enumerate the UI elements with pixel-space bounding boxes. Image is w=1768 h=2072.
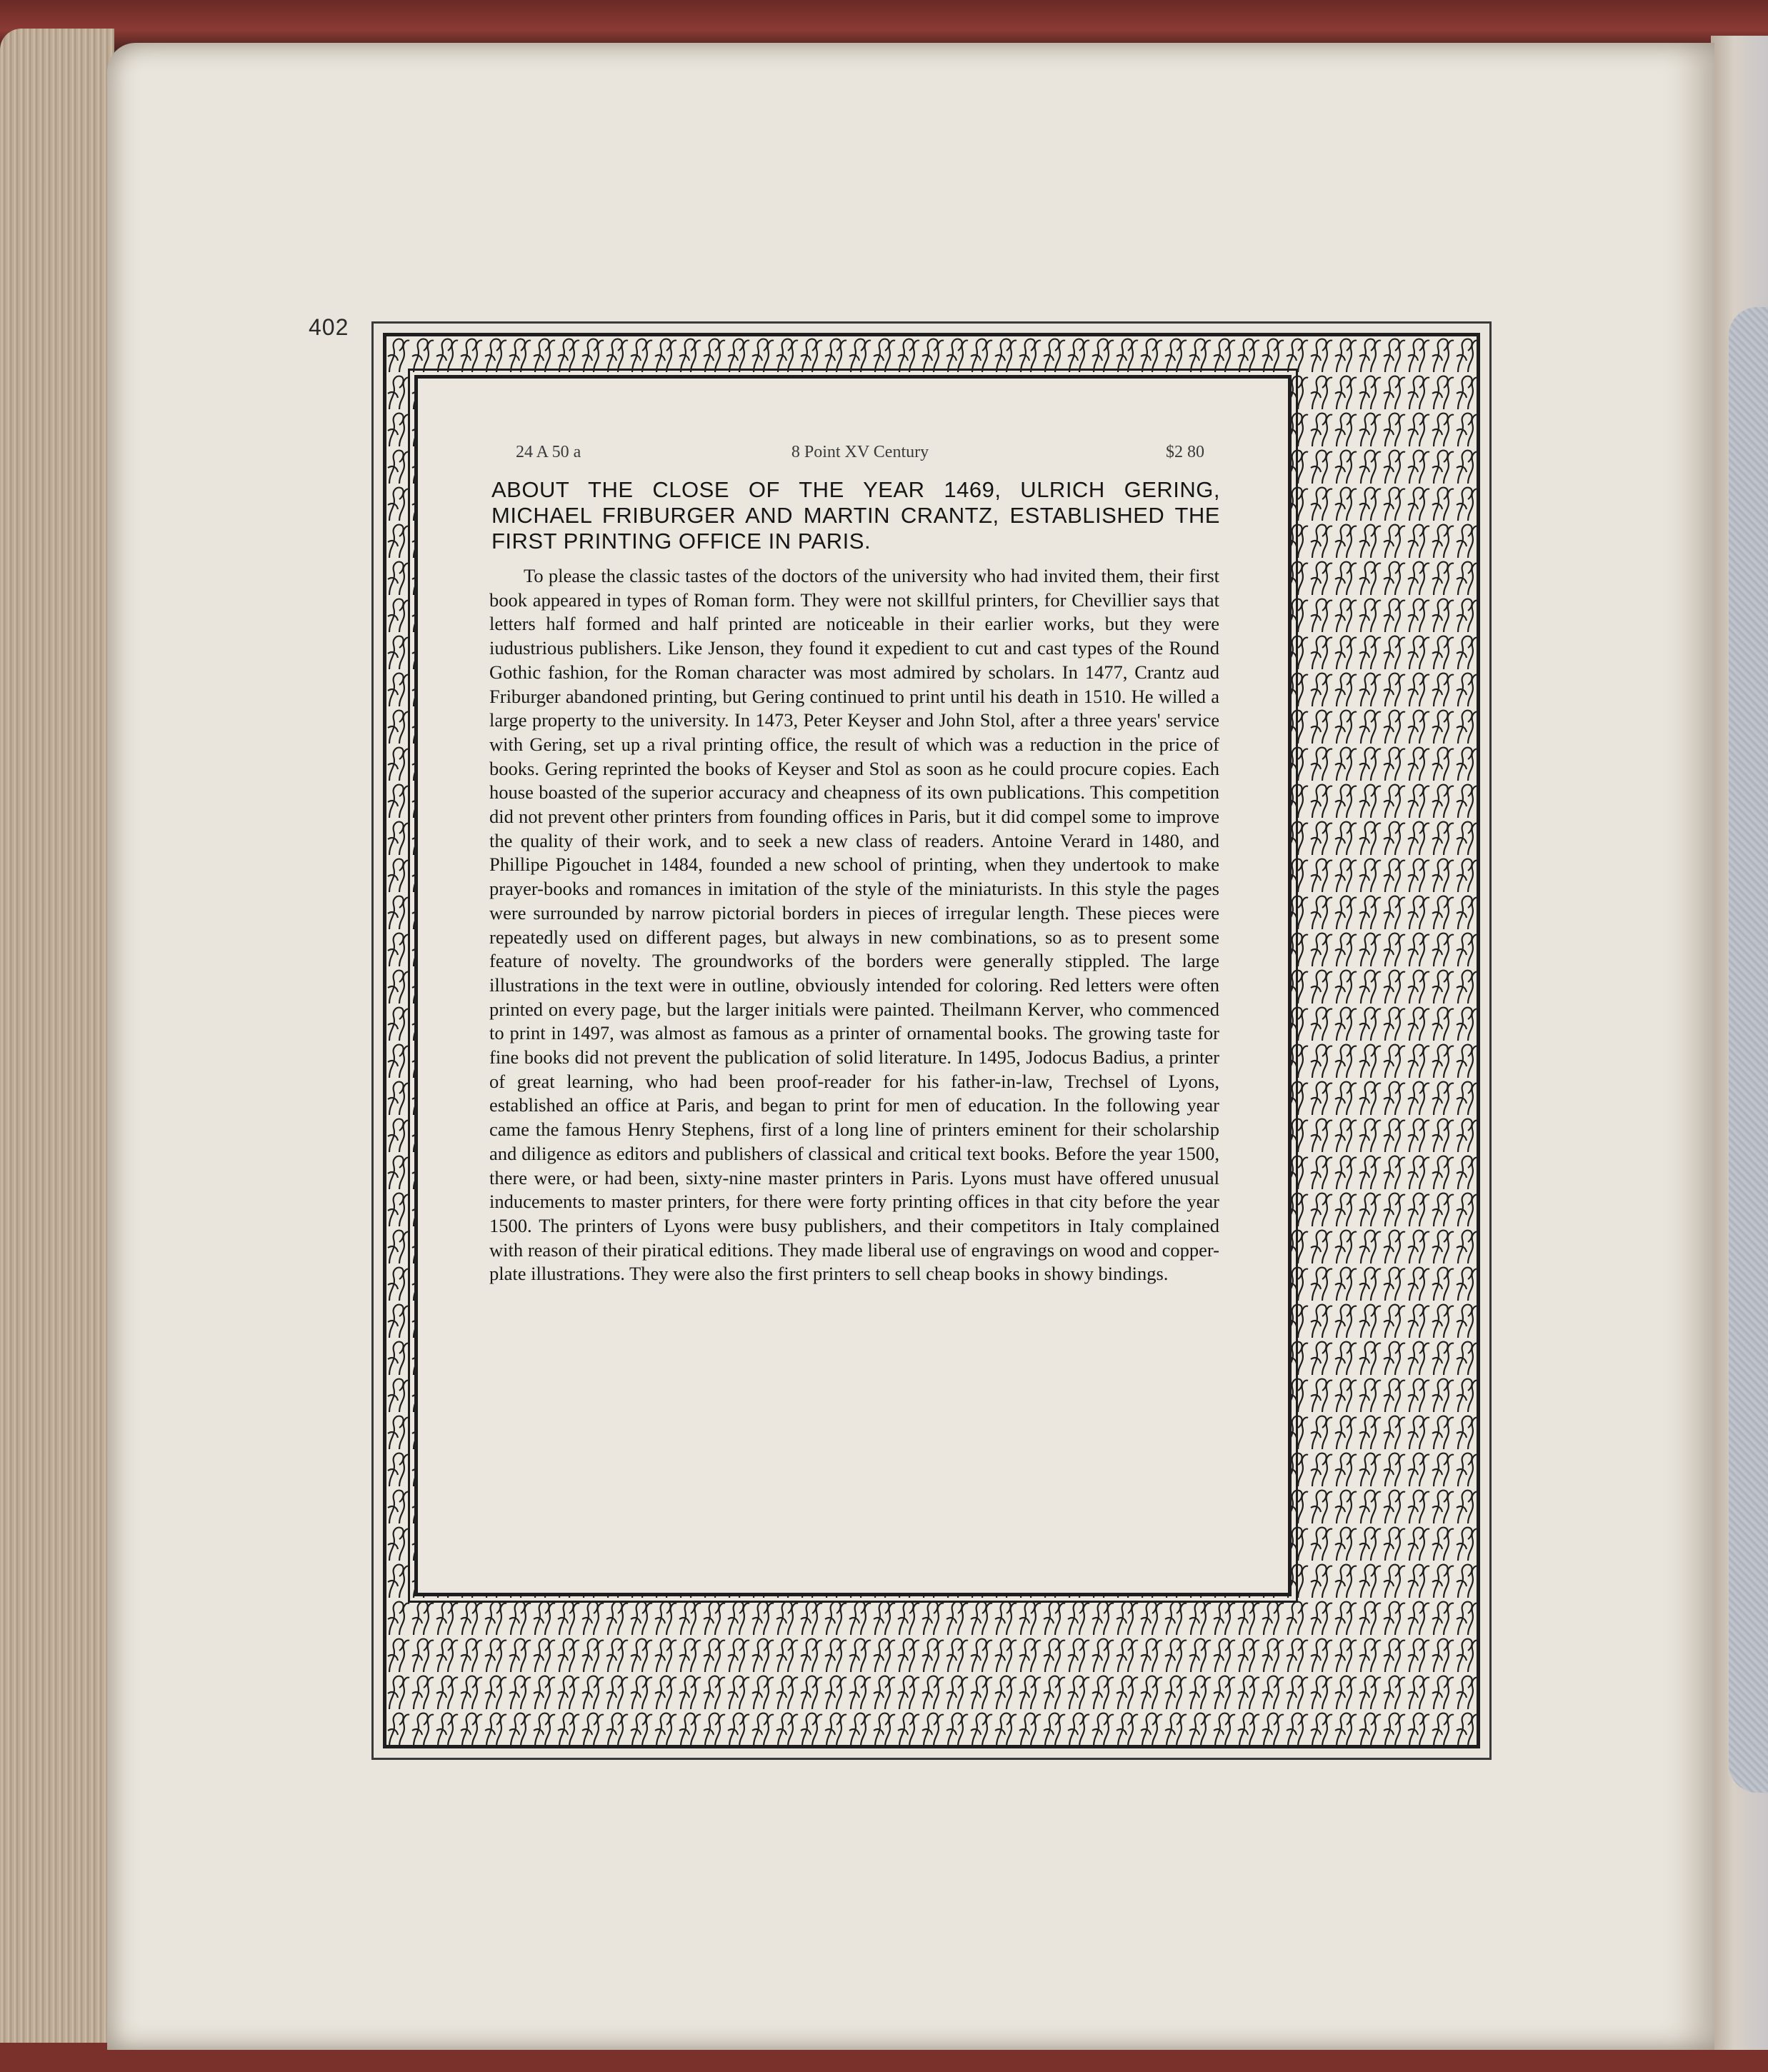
adjacent-page-pattern: [1729, 307, 1768, 1793]
book-page-edges: [0, 29, 114, 2072]
page-number: 402: [309, 314, 349, 340]
specimen-body-text: To please the classic tastes of the doctors of the university who had invited them, their first book appeared in types of Roman form. They were not skillful printers, for Chevillier says that letters half formed and half printed are noticeable in their earlier works, but they were iudustrious publishers. Like Jenson, they found it expedient to cut and cast types of the Round Gothic fashion, for the Roman character was most admired by scholars. In 1477, Crantz aud Friburger abandoned printing, but Gering continued to print until his death in 1510. He willed a large property to the university. In 1473, Peter Keyser and John Stol, after a three years' service with Gering, set up a rival printing office, the result of which was a reduction in the price of books. Gering reprinted the books of Keyser and Stol as soon as he could procure copies. Each house boasted of the superior accuracy and cheapness of its own publications. This competition did not prevent other printers from founding offices in Paris, but it did compel some to improve the quality of their work, and to seek a new class of readers. Antoine Verard in 1480, and Phillipe Pigouchet in 1484, founded a new school of printing, when they undertook to make prayer-books and romances in imitation of the style of the miniaturists. In this style the pages were surrounded by narrow pictorial borders in pieces of irregular length. These pieces were repeatedly used on different pages, but always in new combinations, so as to present some feature of novelty. The groundworks of the borders were generally stippled. The large illustrations in the text were in outline, obviously intended for coloring. Red letters were often printed on every page, but the larger initials were painted. Theilmann Kerver, who commenced to print in 1497, was almost as famous as a printer of ornamental books. The growing taste for fine books did not prevent the publication of solid literature. In 1495, Jodocus Badius, a printer of great learning, who had been proof-reader for his father-in-law, Trechsel of Lyons, established an office at Paris, and began to print for men of education. In the following year came the famous Henry Stephens, first of a long line of printers eminent for their scholarship and diligence as editors and publishers of classical and critical text books. Before the year 1500, there were, or had been, sixty-nine master printers in Paris. Lyons must have offered unusual inducements to master printers, for there were forty printing offices in that city before the year 1500. The printers of Lyons were busy publishers, and their competitors in Italy complained with reason of their piratical editions. They made liberal use of engravings on wood and copper-plate illustrations. They were also the first printers to sell cheap books in showy bindings.: [489, 565, 1219, 1285]
specimen-price: $2 80: [1166, 443, 1204, 461]
specimen-size-label: 24 A 50 a: [516, 443, 581, 461]
specimen-type-name: 8 Point XV Century: [791, 443, 929, 461]
specimen-header: [516, 443, 1204, 471]
specimen-headline: ABOUT THE CLOSE OF THE YEAR 1469, ULRICH GERING, MICHAEL FRIBURGER AND MARTIN CRANTZ, ESTABLISHED THE FIRST PRINTING OFFICE IN PARIS.: [491, 477, 1220, 554]
